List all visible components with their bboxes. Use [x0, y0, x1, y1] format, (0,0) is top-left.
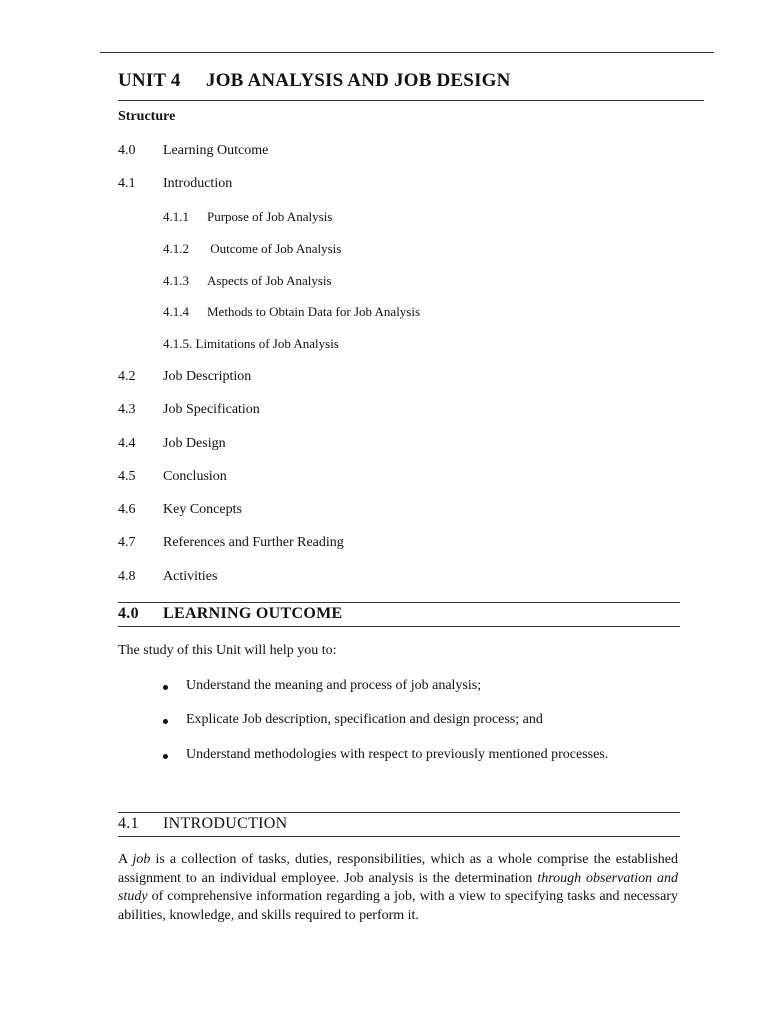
section-rule-bottom — [118, 836, 680, 837]
section-heading-learning-outcome: 4.0 LEARNING OUTCOME — [118, 605, 343, 622]
unit-number: UNIT 4 — [118, 70, 181, 91]
toc-item: 4.3 Job Specification — [118, 402, 260, 417]
toc-item: 4.8 Activities — [118, 569, 218, 584]
bullet-dot-icon — [163, 685, 168, 690]
introduction-paragraph: A job is a collection of tasks, duties, responsibilities, which as a whole comprise the established assignment to an individual employee. Job analysis is the determination through observation and study of comprehensive information regarding a job, with a view to specifying tasks and necessary abilities, knowledge, and skills required to perform it. — [118, 852, 678, 923]
toc-item: 4.2 Job Description — [118, 369, 252, 384]
section-rule-top — [118, 602, 680, 603]
section-rule-top — [118, 812, 680, 813]
learning-outcome-intro: The study of this Unit will help you to: — [118, 643, 337, 658]
toc-subitem: 4.1.4 Methods to Obtain Data for Job Analysis — [163, 304, 421, 319]
top-rule — [100, 52, 714, 53]
bullet-dot-icon — [163, 754, 168, 759]
toc-item: 4.7 References and Further Reading — [118, 535, 344, 550]
toc-subitem: 4.1.3 Aspects of Job Analysis — [163, 273, 332, 288]
toc-subitem: 4.1.2 Outcome of Job Analysis — [163, 241, 342, 256]
toc-item: 4.5 Conclusion — [118, 469, 227, 484]
toc-item: 4.1 Introduction — [118, 176, 233, 191]
section-rule-bottom — [118, 626, 680, 627]
toc-item: 4.0 Learning Outcome — [118, 143, 269, 158]
unit-title: JOB ANALYSIS AND JOB DESIGN — [206, 70, 511, 91]
unit-title-rule — [118, 100, 704, 101]
bullet-dot-icon — [163, 719, 168, 724]
structure-label: Structure — [118, 109, 176, 124]
toc-item: 4.4 Job Design — [118, 436, 226, 451]
section-heading-introduction: 4.1 INTRODUCTION — [118, 815, 288, 832]
unit-heading — [118, 70, 511, 92]
toc-subitem: 4.1.5. Limitations of Job Analysis — [163, 336, 339, 351]
toc-subitem: 4.1.1 Purpose of Job Analysis — [163, 209, 333, 224]
toc-item: 4.6 Key Concepts — [118, 502, 242, 517]
